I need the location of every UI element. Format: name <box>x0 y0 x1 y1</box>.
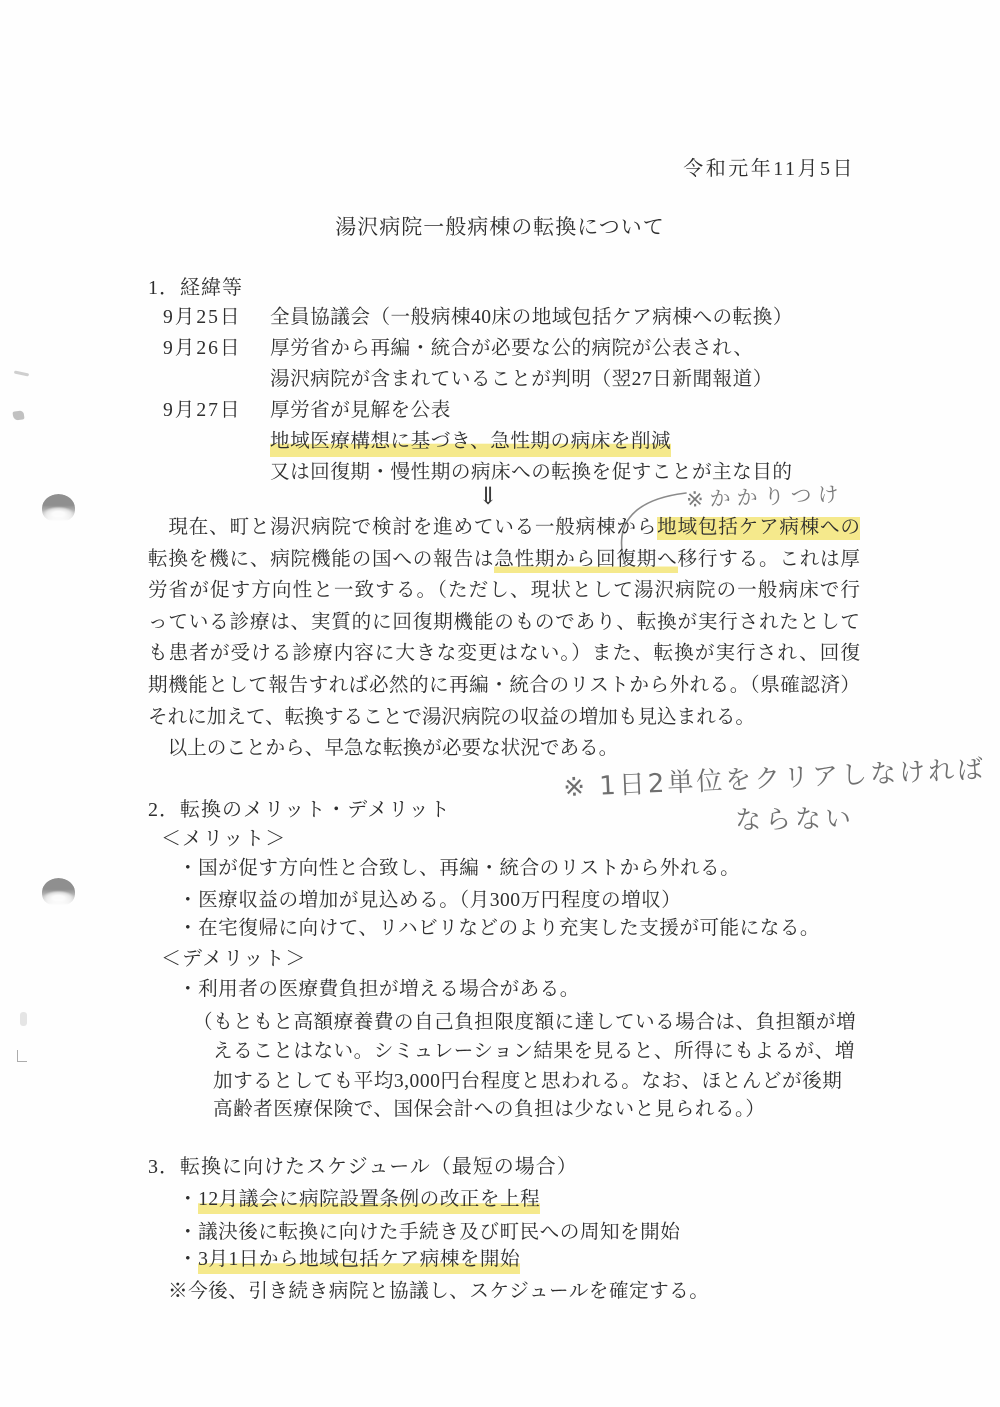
timeline-row <box>148 395 888 426</box>
bullet-glyph: ・ <box>178 1249 199 1270</box>
text-segment: 期機能として報告すれば必然的に再編・統合のリストから外れる。（県確認済） <box>148 674 860 696</box>
bullet-glyph: ・ <box>178 1189 199 1210</box>
schedule-item-text: 議決後に転換に向けた手続き及び町民への周知を開始 <box>198 1222 681 1243</box>
supplementary-note-line: 加するとしても平均3,000円台程度と思われる。なお、ほとんどが後期 <box>213 1071 843 1092</box>
timeline-row <box>148 364 888 395</box>
body-paragraph <box>148 512 860 765</box>
handwritten-note-kakaritsuke: ※かかりつけ <box>685 482 846 512</box>
paragraph-line <box>148 638 860 670</box>
timeline-row <box>148 333 888 364</box>
paragraph-line <box>148 670 860 702</box>
timeline-date: 9月26日 <box>163 338 242 359</box>
timeline-date: 9月25日 <box>163 307 242 328</box>
section1-heading: 1．経緯等 <box>148 277 243 299</box>
supplementary-note-line: （もともと高額療養費の自己負担限度額に達している場合は、負担額が増 <box>193 1012 857 1033</box>
merit-label: ＜メリット＞ <box>161 828 287 850</box>
timeline-date <box>148 364 270 395</box>
scan-artifact <box>14 370 29 376</box>
timeline-date <box>148 457 270 488</box>
paragraph-line <box>148 544 860 576</box>
section3-heading: 3．転換に向けたスケジュール（最短の場合） <box>148 1156 578 1178</box>
scan-artifact <box>12 410 24 420</box>
text-segment: 転換を機に、病院機能の国への報告は <box>148 548 495 570</box>
handwritten-note-units-line1: ※ 1日2単位をクリアしなければ <box>562 754 987 804</box>
down-arrow-glyph: ⇓ <box>478 484 499 510</box>
schedule-item <box>178 1242 520 1271</box>
text-segment: 以上のことから、早急な転換が必要な状況である。 <box>148 738 619 760</box>
paragraph-line <box>148 512 860 544</box>
hole-punch-bottom <box>42 878 75 906</box>
demerit-label: ＜デメリット＞ <box>161 948 307 970</box>
merit-item: ・在宅復帰に向けて、リハビリなどのより充実した支援が可能になる。 <box>178 918 821 939</box>
schedule-item-text-highlighted: 12月議会に病院設置条例の改正を上程 <box>198 1189 540 1214</box>
merit-item: ・医療収益の増加が見込める。（月300万円程度の増収） <box>178 890 682 911</box>
paragraph-line <box>148 607 860 639</box>
hole-punch-top <box>42 494 75 522</box>
paragraph-line <box>148 702 860 734</box>
text-segment: 現在、町と湯沢病院で検討を進めている一般病棟から <box>148 517 658 538</box>
text-segment: 労省が促す方向性と一致する。（ただし、現状として湯沢病院の一般病床で行 <box>148 580 860 602</box>
text-segment: も患者が受ける診療内容に大きな変更はない。）また、転換が実行され、回復 <box>148 643 860 665</box>
timeline-text-highlighted: 地域医療構想に基づき、急性期の病床を削減 <box>270 426 671 457</box>
bullet-glyph: ・ <box>178 1222 199 1243</box>
timeline-date: 9月27日 <box>163 400 242 421</box>
document-date: 令和元年11月5日 <box>683 158 855 180</box>
text-segment: 急性期から回復期へ <box>494 549 677 573</box>
paragraph-line <box>148 575 860 607</box>
timeline-text: 厚労省から再編・統合が必要な公的病院が公表され、 <box>270 338 754 359</box>
schedule-item <box>178 1215 680 1244</box>
schedule-item-text-highlighted: 3月1日から地域包括ケア病棟を開始 <box>198 1249 520 1274</box>
text-segment: っている診療は、実質的に回復期機能のものであり、転換が実行されたとして <box>148 611 860 633</box>
text-segment: 移行する。これは厚 <box>677 548 860 570</box>
scan-artifact <box>17 1050 27 1062</box>
timeline-text: 全員協議会（一般病棟40床の地域包括ケア病棟への転換） <box>270 307 793 328</box>
timeline-date <box>148 426 270 457</box>
text-segment: 地域包括ケア病棟への <box>657 517 860 538</box>
document-title: 湯沢病院一般病棟の転換について <box>335 215 665 239</box>
schedule-footnote: ※今後、引き続き病院と協議し、スケジュールを確定する。 <box>168 1281 710 1302</box>
timeline <box>148 302 888 488</box>
scan-artifact <box>20 1012 27 1026</box>
merit-item: ・国が促す方向性と合致し、再編・統合のリストから外れる。 <box>178 858 741 879</box>
timeline-text: 湯沢病院が含まれていることが判明（翌27日新聞報道） <box>270 369 773 390</box>
timeline-row <box>148 302 888 333</box>
demerit-item: ・利用者の医療費負担が増える場合がある。 <box>178 979 580 1000</box>
timeline-row <box>148 426 888 457</box>
timeline-text: 厚労省が見解を公表 <box>270 400 451 421</box>
section2-heading: 2．転換のメリット・デメリット <box>148 799 451 821</box>
schedule-item <box>178 1182 540 1211</box>
timeline-text: 又は回復期・慢性期の病床への転換を促すことが主な目的 <box>270 462 793 483</box>
text-segment: それに加えて、転換することで湯沢病院の収益の増加も見込まれる。 <box>148 706 756 728</box>
supplementary-note-line: えることはない。シミュレーション結果を見ると、所得にもよるが、増 <box>213 1041 855 1062</box>
supplementary-note-line: 高齢者医療保険で、国保会計への負担は少ないと見られる。） <box>213 1099 766 1120</box>
handwritten-note-units-line2: ならない <box>734 803 856 837</box>
